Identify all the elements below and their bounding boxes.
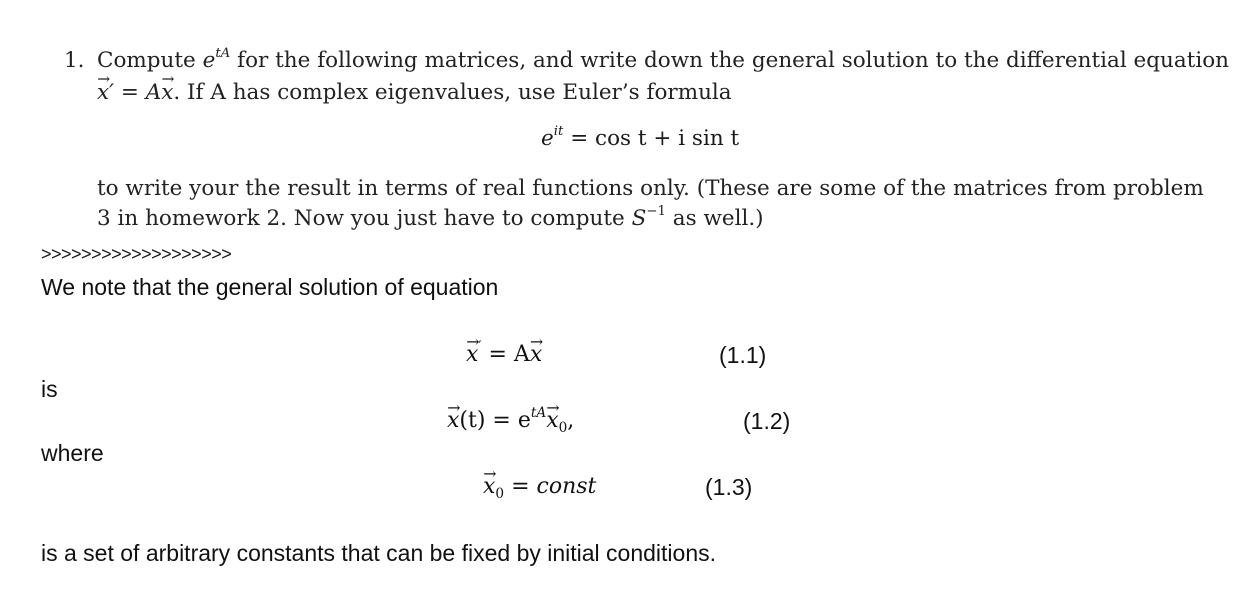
- vector-x: → x: [97, 80, 109, 105]
- equation-3-rhs: = const: [504, 474, 597, 499]
- vector-x: → x: [546, 408, 558, 433]
- problem-line-1-text: Compute: [97, 48, 203, 73]
- matrix-s: S: [631, 206, 647, 231]
- problem-line-1: [97, 48, 1229, 73]
- euler-rhs: = cos t + i sin t: [563, 126, 740, 151]
- euler-base: e: [541, 126, 554, 151]
- problem-line-4: [97, 206, 764, 231]
- problem-line-1-rest: for the following matrices, and write down the general solution to the differential equation: [230, 48, 1230, 73]
- separator-arrows: >>>>>>>>>>>>>>>>>>>: [41, 244, 232, 264]
- exp-base: e: [202, 48, 216, 73]
- subscript-zero: 0: [558, 419, 568, 436]
- equation-3: [483, 474, 597, 502]
- is-label: is: [41, 376, 58, 402]
- problem-line-2: [97, 80, 732, 105]
- equation-2-mid: (t) = e: [459, 408, 531, 433]
- where-label: where: [41, 440, 104, 466]
- equation-3-number: (1.3): [705, 474, 753, 500]
- equation-1-rhs: = A: [481, 342, 530, 367]
- problem-number: 1.: [64, 48, 85, 73]
- exp-power: tA: [215, 46, 231, 62]
- equation-2-power: tA: [530, 404, 547, 421]
- subscript-zero: 0: [495, 485, 505, 502]
- vector-x: → x: [161, 80, 173, 105]
- equation-part: ′ = A: [109, 80, 162, 105]
- equation-1: [466, 338, 543, 367]
- problem-line-4-text: 3 in homework 2. Now you just have to compute: [97, 206, 632, 231]
- problem-line-4-rest: as well.): [665, 206, 764, 231]
- answer-closing: is a set of arbitrary constants that can be fixed by initial conditions.: [41, 540, 717, 566]
- equation-2-number: (1.2): [743, 408, 791, 434]
- euler-formula: [541, 126, 739, 151]
- equation-1-number: (1.1): [719, 342, 767, 368]
- euler-power: it: [553, 124, 564, 140]
- problem-line-3: to write your the result in terms of real functions only. (These are some of the matrices from problem: [97, 176, 1204, 201]
- vector-x: → x: [466, 342, 478, 367]
- vector-x: → x: [483, 474, 495, 499]
- equation-2-comma: ,: [567, 408, 575, 433]
- equation-2: [447, 404, 575, 436]
- inverse-power: −1: [646, 204, 666, 220]
- problem-line-2-text: . If A has complex eigenvalues, use Euler’s formula: [173, 80, 732, 105]
- prime-mark: ′: [478, 338, 482, 355]
- answer-intro: We note that the general solution of equation: [41, 274, 499, 300]
- vector-x: → x: [447, 408, 459, 433]
- vector-x: → x: [530, 342, 542, 367]
